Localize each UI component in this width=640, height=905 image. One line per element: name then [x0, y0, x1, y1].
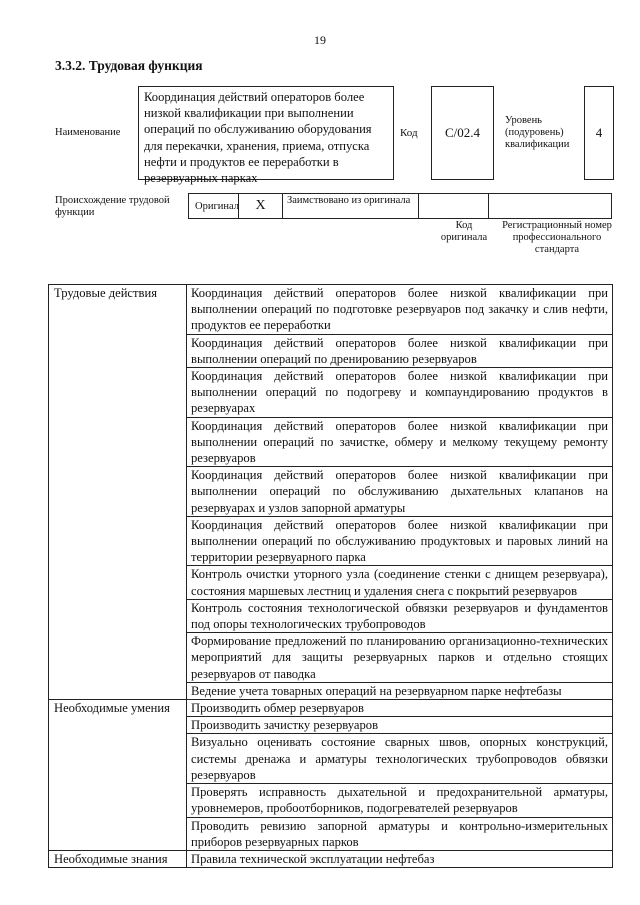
item-description: Координация действий операторов более низкой квалификации при выполнении операций по обслуживанию продуктовых и паровых линий на территории резервуарного парка — [187, 516, 613, 566]
item-description: Координация действий операторов более низкой квалификации при выполнении операций по подготовке резервуаров под закачку и слив нефти, продуктов ее переработки — [187, 285, 613, 335]
item-description: Визуально оценивать состояние сварных швов, опорных конструкций, системы дренажа и арматуры технологических трубопроводов обвязки резервуаров — [187, 734, 613, 784]
category-actions: Трудовые действия — [49, 285, 187, 700]
item-description: Координация действий операторов более низкой квалификации при выполнении операций по обслуживанию дыхательных клапанов на резервуарах и узлов запорной арматуры — [187, 467, 613, 517]
code-caption: Код оригинала — [440, 220, 488, 243]
item-description: Правила технической эксплуатации нефтебаз — [187, 850, 613, 867]
item-description: Проводить ревизию запорной арматуры и контрольно-измерительных приборов резервуарных парков — [187, 817, 613, 850]
original-label: Оригинал — [189, 194, 239, 218]
function-table — [48, 284, 613, 868]
item-description: Производить зачистку резервуаров — [187, 717, 613, 734]
table-row — [49, 700, 613, 717]
item-description: Координация действий операторов более низкой квалификации при выполнении операций по зачистке, обмеру и мелкому текущему ремонту резервуаров — [187, 417, 613, 467]
origin-row — [188, 193, 612, 219]
category-knowledge: Необходимые знания — [49, 850, 187, 867]
item-description: Контроль очистки уторного узла (соединение стенки с днищем резервуара), состояния маршевых лестниц и удаления снега с покрытий резервуаров — [187, 566, 613, 599]
table-row — [49, 285, 613, 335]
name-label: Наименование — [55, 127, 121, 138]
code-value: С/02.4 — [431, 86, 494, 180]
item-description: Координация действий операторов более низкой квалификации при выполнении операций по дренированию резервуаров — [187, 334, 613, 367]
section-title: 3.3.2. Трудовая функция — [55, 58, 203, 73]
code-label: Код — [400, 127, 418, 139]
reg-caption: Регистрационный номер профессионального стандарта — [502, 220, 612, 255]
item-description: Производить обмер резервуаров — [187, 700, 613, 717]
level-value: 4 — [584, 86, 614, 180]
page-number: 19 — [314, 33, 326, 47]
item-description: Формирование предложений по планированию организационно-технических мероприятий для защиты резервуарных парков и отдельно стоящих резервуаров от паводка — [187, 633, 613, 683]
item-description: Проверять исправность дыхательной и предохранительной арматуры, уровнемеров, пробоотборников, подогревателей резервуаров — [187, 784, 613, 817]
item-description: Контроль состояния технологической обвязки резервуаров и фундаментов под опоры технологических трубопроводов — [187, 599, 613, 632]
borrowed-label: Заимствовано из оригинала — [283, 194, 419, 218]
item-description: Координация действий операторов более низкой квалификации при выполнении операций по подогреву и компаундированию продуктов в резервуарах — [187, 368, 613, 418]
origin-label: Происхождение трудовой функции — [55, 195, 170, 218]
table-row — [49, 850, 613, 867]
item-description: Ведение учета товарных операций на резервуарном парке нефтебазы — [187, 682, 613, 699]
original-mark: X — [239, 194, 283, 218]
level-label: Уровень (подуровень) квалификации — [505, 115, 570, 150]
category-skills: Необходимые умения — [49, 700, 187, 851]
reg-number-cell — [489, 194, 611, 218]
original-code-cell — [419, 194, 489, 218]
name-value: Координация действий операторов более низкой квалификации при выполнении операций по обслуживанию оборудования для перекачки, хранения, приема, отпуска нефти и продуктов ее переработки в резервуарных парках — [138, 86, 394, 180]
